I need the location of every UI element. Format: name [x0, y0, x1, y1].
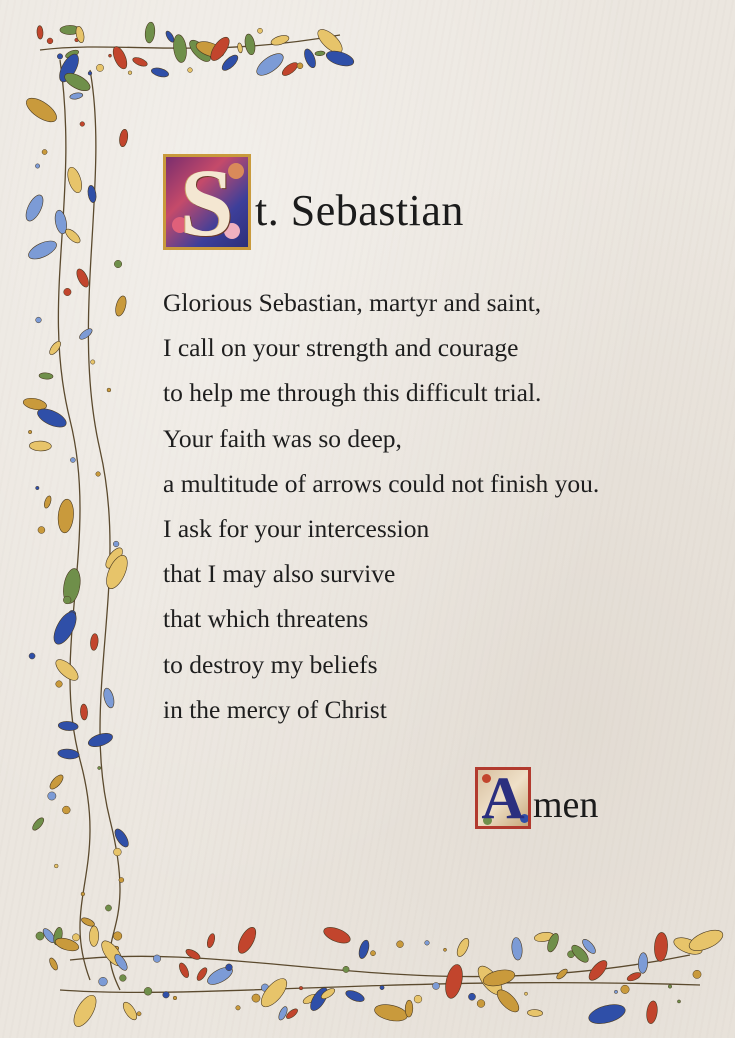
berry-ornament [42, 149, 47, 154]
berry-ornament [257, 28, 262, 33]
leaf-ornament [87, 185, 97, 203]
berry-ornament [524, 992, 527, 995]
leaf-ornament [511, 937, 523, 961]
berry-ornament [343, 966, 349, 972]
berry-ornament [614, 990, 617, 993]
berry-ornament [35, 164, 39, 168]
leaf-ornament [494, 986, 523, 1015]
leaf-ornament [102, 552, 131, 591]
leaf-ornament [121, 1000, 140, 1022]
leaf-ornament [118, 129, 128, 148]
closing-amen [475, 765, 598, 829]
leaf-ornament [150, 66, 169, 78]
leaf-ornament [31, 816, 46, 832]
leaf-ornament [270, 34, 290, 47]
berry-ornament [468, 993, 475, 1000]
leaf-ornament [443, 963, 466, 1000]
leaf-ornament [302, 48, 318, 70]
leaf-ornament [43, 495, 52, 509]
leaf-ornament [257, 974, 291, 1011]
berry-ornament [128, 71, 132, 75]
berry-ornament [226, 964, 233, 971]
leaf-ornament [195, 966, 209, 982]
leaf-ornament [645, 1000, 658, 1024]
leaf-ornament [373, 1002, 409, 1024]
berry-ornament [107, 388, 111, 392]
closing-word: men [533, 784, 599, 826]
prayer-line: I call on your strength and courage [163, 333, 519, 363]
berry-ornament [113, 932, 122, 941]
leaf-ornament [172, 34, 188, 63]
berry-ornament [113, 541, 119, 547]
berry-ornament [477, 1000, 485, 1008]
leaf-ornament [357, 939, 371, 960]
berry-ornament [36, 486, 39, 489]
prayer-text [163, 280, 723, 732]
berry-ornament [677, 1000, 680, 1003]
berry-ornament [29, 653, 35, 659]
leaf-ornament [638, 953, 648, 974]
leaf-ornament [23, 94, 61, 127]
berry-ornament [47, 38, 53, 44]
berry-ornament [297, 63, 303, 69]
leaf-ornament [114, 295, 128, 317]
leaf-ornament [110, 45, 129, 71]
berry-ornament [57, 54, 62, 59]
berry-ornament [96, 64, 103, 71]
berry-ornament [621, 985, 629, 993]
leaf-ornament [244, 33, 257, 55]
leaf-ornament [277, 1005, 289, 1021]
berry-ornament [36, 932, 44, 940]
berry-ornament [48, 792, 56, 800]
leaf-ornament [69, 992, 100, 1030]
prayer-line: a multitude of arrows could not finish you. [163, 468, 600, 498]
leaf-ornament [455, 937, 472, 959]
berry-ornament [397, 941, 404, 948]
berry-ornament [108, 54, 111, 57]
berry-ornament [56, 681, 63, 688]
leaf-ornament [78, 327, 94, 341]
prayer-line: Glorious Sebastian, martyr and saint, [163, 288, 542, 317]
leaf-ornament [206, 933, 216, 949]
berry-ornament [91, 360, 95, 364]
berry-ornament [299, 986, 303, 990]
berry-ornament [114, 260, 121, 267]
leaf-ornament [57, 748, 79, 760]
leaf-ornament [29, 441, 51, 451]
leaf-ornament [132, 56, 149, 68]
berry-ornament [28, 430, 32, 434]
leaf-ornament [315, 51, 325, 56]
leaf-ornament [48, 957, 59, 971]
leaf-ornament [65, 166, 84, 195]
leaf-ornament [89, 926, 99, 947]
berry-ornament [370, 951, 375, 956]
berry-ornament [144, 987, 152, 995]
prayer-line: I ask for your intercession [163, 513, 430, 543]
berry-ornament [63, 596, 71, 604]
leaf-ornament [344, 988, 365, 1004]
leaf-ornament [253, 50, 287, 80]
berry-ornament [668, 985, 672, 989]
leaf-ornament [69, 92, 83, 100]
leaf-ornament [90, 633, 99, 650]
berry-ornament [443, 948, 446, 951]
leaf-ornament [184, 947, 201, 961]
prayer-line: to destroy my beliefs [163, 649, 378, 679]
leaf-ornament [102, 687, 116, 709]
title-initial-letter: S [180, 154, 234, 250]
leaf-ornament [37, 25, 44, 39]
berry-ornament [425, 941, 430, 946]
leaf-ornament [405, 1000, 413, 1017]
leaf-ornament [527, 1009, 543, 1017]
berry-ornament [153, 955, 161, 963]
berry-ornament [38, 527, 45, 534]
prayer-line: that which threatens [163, 604, 369, 634]
leaf-ornament [63, 227, 82, 245]
illuminated-initial-s [163, 154, 251, 250]
leaf-ornament [587, 1001, 628, 1027]
prayer-line: in the mercy of Christ [163, 694, 387, 724]
berry-ornament [54, 864, 58, 868]
prayer-line: Your faith was so deep, [163, 423, 402, 453]
page-title: t. Sebastian [255, 186, 464, 235]
leaf-ornament [237, 43, 243, 54]
leaf-ornament [322, 924, 353, 946]
berry-ornament [432, 982, 439, 989]
berry-ornament [36, 317, 42, 323]
leaf-ornament [654, 932, 669, 962]
closing-initial-letter: A [481, 767, 525, 829]
leaf-ornament [80, 704, 88, 720]
berry-ornament [380, 985, 384, 989]
berry-ornament [188, 68, 193, 73]
leaf-ornament [235, 925, 260, 956]
berry-ornament [62, 806, 70, 814]
berry-ornament [72, 934, 79, 941]
berry-ornament [236, 1006, 240, 1010]
leaf-ornament [48, 340, 63, 357]
prayer-line: that I may also survive [163, 559, 396, 589]
leaf-ornament [177, 962, 190, 979]
berry-ornament [119, 877, 124, 882]
leaf-ornament [23, 192, 47, 223]
berry-ornament [163, 991, 170, 998]
berry-ornament [98, 766, 101, 769]
berry-ornament [80, 122, 85, 127]
prayer-heading [163, 150, 464, 250]
leaf-ornament [74, 267, 91, 289]
berry-ornament [96, 472, 101, 477]
berry-ornament [70, 457, 75, 462]
leaf-ornament [144, 22, 156, 44]
illuminated-initial-a [475, 767, 531, 829]
leaf-ornament [39, 372, 53, 379]
berry-ornament [173, 996, 177, 1000]
berry-ornament [252, 994, 260, 1002]
berry-ornament [88, 71, 92, 75]
berry-ornament [105, 905, 111, 911]
berry-ornament [120, 975, 127, 982]
berry-ornament [64, 288, 71, 295]
berry-ornament [137, 1012, 141, 1016]
berry-ornament [99, 977, 108, 986]
berry-ornament [693, 970, 701, 978]
berry-ornament [414, 995, 422, 1003]
leaf-ornament [48, 773, 66, 791]
leaf-ornament [280, 60, 300, 78]
prayer-line: to help me through this difficult trial. [163, 378, 542, 408]
leaf-ornament [57, 499, 75, 534]
leaf-ornament [626, 971, 642, 983]
leaf-ornament [52, 656, 81, 684]
berry-ornament [81, 892, 85, 896]
leaf-ornament [26, 237, 59, 262]
berry-ornament [114, 848, 122, 856]
leaf-ornament [58, 721, 79, 732]
